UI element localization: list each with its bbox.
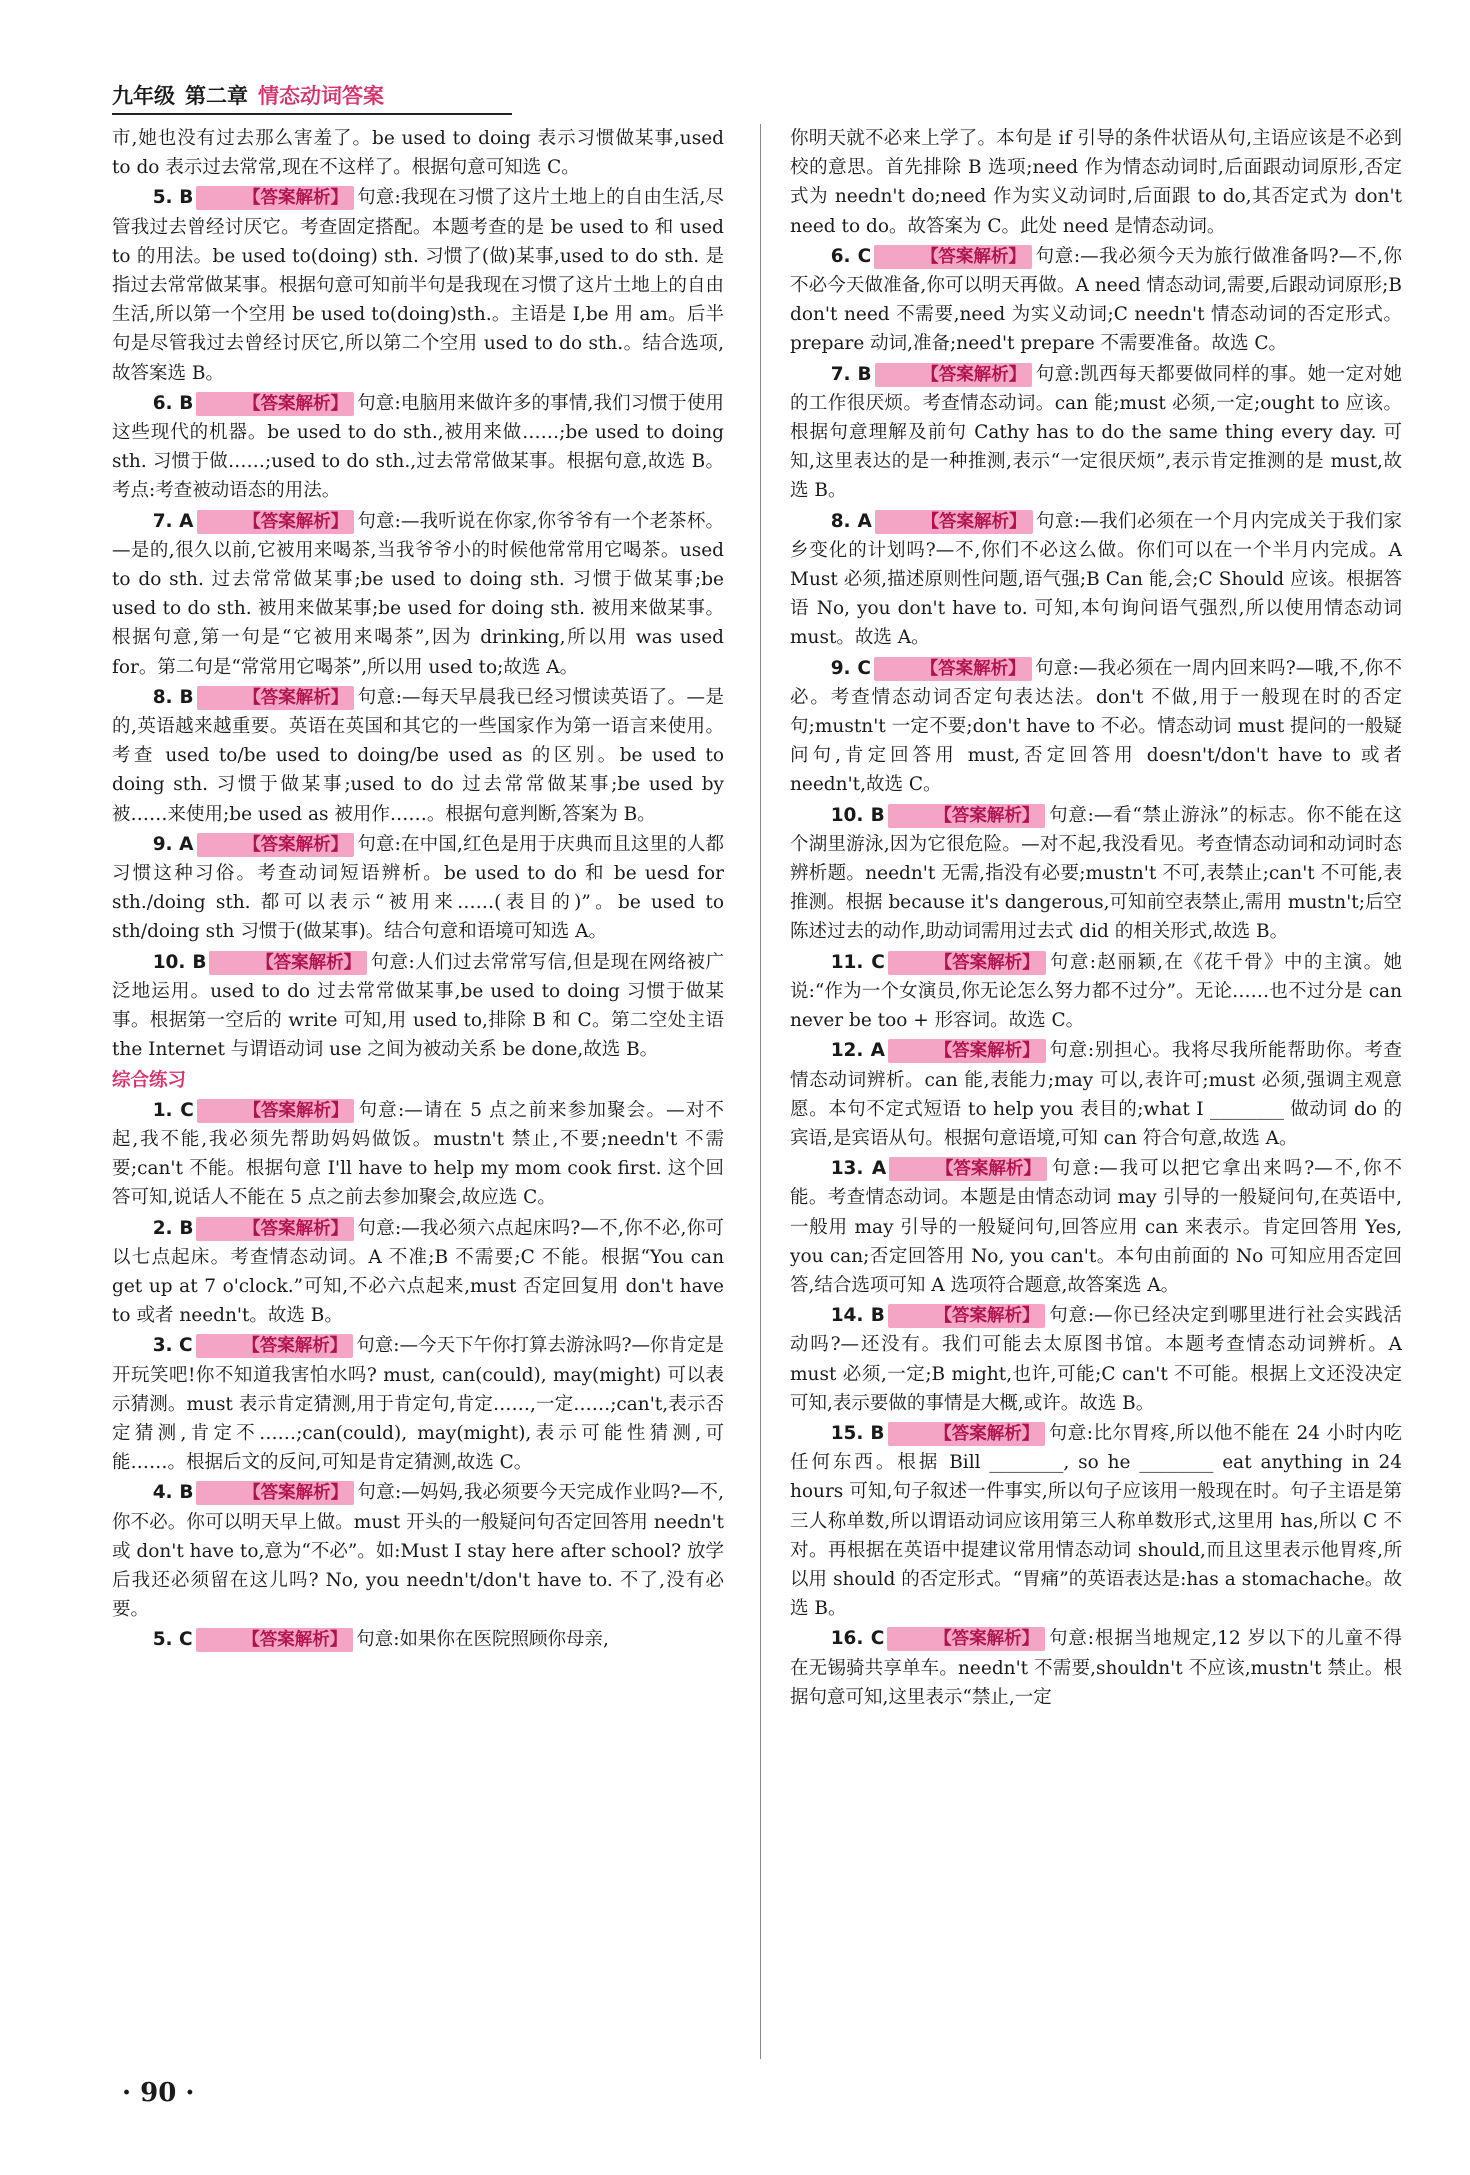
answer-item [112, 1214, 724, 1331]
answer-analysis-tag: 【答案解析】 [196, 1628, 354, 1652]
answer-number: 7. A [152, 510, 194, 532]
answer-analysis-tag: 【答案解析】 [197, 686, 355, 710]
answer-analysis-tag: 【答案解析】 [196, 1481, 354, 1505]
answer-text: 句意:凯西每天都要做同样的事。她一定对她的工作很厌烦。考查情态动词。can 能;must 必须,一定;ought to 应该。根据句意理解及前句 Cathy has to do the same thing every day. 可知,这里表达的是一种推测,表示“一定很厌烦”,表示肯定推测的是 must,故选 B。 [790, 363, 1402, 502]
answer-text: 句意:—看“禁止游泳”的标志。你不能在这个湖里游泳,因为它很危险。—对不起,我没看见。考查情态动词和动词时态辨析题。needn't 无需,指没有必要;mustn't 不可,表禁止;can't 不可能,表推测。根据 because it's dangerous,可知前空表禁止,需用 mustn't;后空陈述过去的动作,助动词需用过去式 did 的相关形式,故选 B。 [790, 804, 1402, 943]
answer-item [112, 683, 724, 829]
answer-number: 7. B [830, 363, 872, 385]
answer-item [790, 507, 1402, 653]
answer-item [112, 1625, 724, 1654]
answer-item [112, 830, 724, 947]
answer-analysis-tag: 【答案解析】 [888, 804, 1046, 828]
answer-text: 句意:—我听说在你家,你爷爷有一个老茶杯。—是的,很久以前,它被用来喝茶,当我爷爷小的时候他常常用它喝茶。used to do sth. 过去常常做某事;be used to doing sth. 习惯于做某事;be used to do sth. 被用来做某事;be used for doing sth. 被用来做某事。根据句意,第一句是“它被用来喝茶”,因为 drinking,所以用 was used for。第二句是“常常用它喝茶”,所以用 used to;故选 A。 [112, 510, 724, 678]
answer-number: 5. C [152, 1629, 193, 1651]
answer-number: 10. B [152, 951, 207, 973]
header-grade: 九年级 [112, 84, 175, 108]
answer-text: 句意:在中国,红色是用于庆典而且这里的人都习惯这种习俗。考查动词短语辨析。be used to do 和 be uesd for sth./doing sth. 都可以表示“被用来……(表目的)”。be used to sth/doing sth 习惯于(做某事)。结合句意和语境可知选 A。 [112, 833, 724, 943]
answer-number: 1. C [152, 1099, 194, 1121]
answer-analysis-tag: 【答案解析】 [888, 1304, 1046, 1328]
answer-text: 句意:—我必须今天为旅行做准备吗?—不,你不必今天做准备,你可以明天再做。A need 情态动词,需要,后跟动词原形;B don't need 不需要,need 为实义动词;C needn't 情态动词的否定形式。prepare 动词,准备;need't prepare 不需要准备。故选 C。 [790, 245, 1402, 355]
answer-number: 6. B [152, 392, 194, 414]
answer-number: 2. B [152, 1217, 194, 1239]
right-column [790, 124, 1402, 2064]
answer-item [790, 654, 1402, 800]
answer-item [112, 183, 724, 387]
answer-text: 句意:人们过去常常写信,但是现在网络被广泛地运用。used to do 过去常常做某事,be used to doing 习惯于做某事。根据第一空后的 write 可知,用 used to,排除 B 和 C。第二空处主语 the Internet 与谓语动词 use 之间为被动关系 be done,故选 B。 [112, 951, 724, 1061]
answer-analysis-tag: 【答案解析】 [196, 186, 354, 210]
answer-item [790, 1036, 1402, 1153]
answer-text: 句意:—你已经决定到哪里进行社会实践活动吗?—还没有。我们可能去太原图书馆。本题考查情态动词辨析。A must 必须,一定;B might,也许,可能;C can't 不可能。根据上文还没决定可知,表示要做的事情是大概,或许。故选 B。 [790, 1305, 1402, 1414]
answer-analysis-tag: 【答案解析】 [887, 1627, 1045, 1651]
answer-text: 句意:—妈妈,我必须要今天完成作业吗?—不,你不必。你可以明天早上做。must 开头的一般疑问句否定回答用 needn't 或 don't have to,意为“不必”。如:Must I stay here after school? 放学后我还必须留在这儿吗? No, you needn't/don't have to. 不了,没有必要。 [112, 1482, 724, 1621]
answer-item [112, 948, 724, 1065]
answer-item [112, 1096, 724, 1213]
answer-analysis-tag: 【答案解析】 [875, 510, 1033, 534]
answer-item [790, 360, 1402, 506]
answer-analysis-tag: 【答案解析】 [196, 1334, 354, 1358]
answer-text: 句意:电脑用来做许多的事情,我们习惯于使用这些现代的机器。be used to do sth.,被用来做……;be used to doing sth. 习惯于做……;used to do sth.,过去常常做某事。根据句意,故选 B。考点:考查被动语态的用法。 [112, 392, 724, 502]
answer-text: 句意:—请在 5 点之前来参加聚会。—对不起,我不能,我必须先帮助妈妈做饭。mustn't 禁止,不要;needn't 不需要;can't 不能。根据句意 I'll have to help my mom cook first. 这个回答可知,说话人不能在 5 点之前去参加聚会,故应选 C。 [112, 1099, 724, 1209]
answer-text: 句意:—每天早晨我已经习惯读英语了。—是的,英语越来越重要。英语在英国和其它的一些国家作为第一语言来使用。考查 used to/be used to doing/be used as 的区别。be used to doing sth. 习惯于做某事;used to do 过去常常做某事;be used by 被……来使用;be used as 被用作……。根据句意判断,答案为 B。 [112, 686, 724, 825]
page-number: · 90 · [122, 2078, 195, 2108]
answer-item [112, 1331, 724, 1477]
answer-analysis-tag: 【答案解析】 [889, 1157, 1047, 1181]
answer-analysis-tag: 【答案解析】 [874, 245, 1032, 269]
answer-number: 12. A [830, 1040, 885, 1062]
answer-analysis-tag: 【答案解析】 [209, 951, 367, 975]
answer-analysis-tag: 【答案解析】 [197, 510, 355, 534]
answer-item [790, 1624, 1402, 1712]
answer-item [112, 1478, 724, 1624]
answer-item [790, 801, 1402, 947]
continued-text: 市,她也没有过去那么害羞了。be used to doing 表示习惯做某事,used to do 表示过去常常,现在不这样了。根据句意可知选 C。 [112, 128, 724, 179]
answer-analysis-tag: 【答案解析】 [888, 1039, 1046, 1063]
header-topic: 情态动词答案 [258, 84, 384, 108]
answer-number: 8. B [152, 686, 194, 708]
answer-item [790, 242, 1402, 359]
answer-item [112, 389, 724, 506]
column-divider [760, 124, 761, 2059]
answer-item [790, 1301, 1402, 1418]
answer-analysis-tag: 【答案解析】 [197, 833, 355, 857]
answer-analysis-tag: 【答案解析】 [197, 1099, 355, 1123]
answer-number: 16. C [830, 1628, 885, 1650]
answer-number: 8. A [830, 510, 872, 532]
answer-number: 6. C [830, 245, 872, 267]
answer-text: 句意:—我们必须在一个月内完成关于我们家乡变化的计划吗?—不,你们不必这么做。你们可以在一个半月内完成。A Must 必须,描述原则性问题,语气强;B Can 能,会;C Should 应该。根据答语 No, you don't have to. 可知,本句询问语气强烈,所以使用情态动词 must。故选 A。 [790, 510, 1402, 649]
answer-text: 句意:如果你在医院照顾你母亲, [356, 1629, 609, 1651]
answer-number: 9. C [830, 657, 871, 679]
answer-text: 句意:根据当地规定,12 岁以下的儿童不得在无锡骑共享单车。needn't 不需要,shouldn't 不应该,mustn't 禁止。根据句意可知,这里表示“禁止,一定 [790, 1628, 1402, 1708]
answer-number: 9. A [152, 833, 194, 855]
answer-analysis-tag: 【答案解析】 [874, 657, 1032, 681]
answer-number: 3. C [152, 1335, 193, 1357]
answer-analysis-tag: 【答案解析】 [196, 1217, 354, 1241]
answer-number: 13. A [830, 1158, 887, 1180]
answer-number: 10. B [830, 804, 885, 826]
header-chapter: 第二章 [185, 84, 248, 108]
answer-text: 句意:我现在习惯了这片土地上的自由生活,尽管我过去曾经讨厌它。考查固定搭配。本题考查的是 be used to 和 used to 的用法。be used to(doing) sth. 习惯了(做)某事,used to do sth. 是指过去常常做某事。根据句意可知前半句是我现在习惯了这片土地上的自由生活,所以第一个空用 be used to(doing)sth.。主语是 I,be 用 am。后半句是尽管我过去曾经讨厌它,所以第二个空用 used to do sth.。结合选项,故答案选 B。 [112, 187, 724, 384]
answer-text: 句意:—今天下午你打算去游泳吗?—你肯定是开玩笑吧!你不知道我害怕水吗? must, can(could), may(might) 可以表示猜测。must 表示肯定猜测,用于肯定句,肯定……,一定……;can't,表示否定猜测,肯定不……;can(could), may(might),表示可能性猜测,可能……。根据后文的反问,可知是肯定猜测,故选 C。 [112, 1335, 724, 1474]
answer-item [790, 948, 1402, 1036]
answer-text: 句意:别担心。我将尽我所能帮助你。考查情态动词辨析。can 能,表能力;may 可以,表许可;must 必须,强调主观意愿。本句不定式短语 to help you 表目的;what I ________ 做动词 do 的宾语,是宾语从句。根据句意语境,可知 can 符合句意,故选 A。 [790, 1040, 1402, 1149]
answer-number: 14. B [830, 1305, 885, 1327]
answer-item [112, 507, 724, 682]
answer-analysis-tag: 【答案解析】 [888, 951, 1046, 975]
answer-analysis-tag: 【答案解析】 [875, 363, 1033, 387]
answer-text: 句意:—我可以把它拿出来吗?—不,你不能。考查情态动词。本题是由情态动词 may 引导的一般疑问句,在英语中,一般用 may 引导的一般疑问句,回答应用 can 来表示。肯定回答用 Yes, you can;否定回答用 No, you can't。本句由前面的 No 可知应用否定回答,结合选项可知 A 选项符合题意,故答案选 A。 [790, 1158, 1402, 1296]
header-rule [112, 113, 512, 115]
section-heading: 综合练习 [112, 1069, 187, 1091]
page-header [112, 78, 384, 112]
answer-analysis-tag: 【答案解析】 [888, 1422, 1046, 1446]
left-column [112, 124, 724, 2064]
continued-text: 你明天就不必来上学了。本句是 if 引导的条件状语从句,主语应该是不必到校的意思。首先排除 B 选项;need 作为情态动词时,后面跟动词原形,否定式为 needn't do;need 作为实义动词时,后面跟 to do,其否定式为 don't need to do。故答案为 C。此处 need 是情态动词。 [790, 128, 1402, 237]
answer-text: 句意:—我必须六点起床吗?—不,你不必,你可以七点起床。考查情态动词。A 不准;B 不需要;C 不能。根据“You can get up at 7 o'clock.”可知,不必六点起来,must 否定回复用 don't have to 或者 needn't。故选 B。 [112, 1217, 724, 1327]
answer-text: 句意:赵丽颖,在《花千骨》中的主演。她说:“作为一个女演员,你无论怎么努力都不过分”。无论……也不过分是 can never be too + 形容词。故选 C。 [790, 951, 1402, 1032]
answer-number: 5. B [152, 187, 194, 209]
answer-number: 11. C [830, 951, 885, 973]
answer-text: 句意:比尔胃疼,所以他不能在 24 小时内吃任何东西。根据 Bill ________, so he ________ eat anything in 24 hours 可知,句子叙述一件事实,所以句子应该用一般现在时。句子主语是第三人称单数,所以谓语动词应该用第三人称单数形式,这里用 has,所以 C 不对。再根据在英语中提建议常用情态动词 should,而且这里表示他胃疼,所以用 should 的否定形式。“胃痛”的英语表达是:has a stomachache。故选 B。 [790, 1422, 1402, 1620]
answer-number: 4. B [152, 1482, 194, 1504]
answer-item [790, 1154, 1402, 1300]
answer-analysis-tag: 【答案解析】 [196, 392, 354, 416]
answer-item [790, 1419, 1402, 1623]
answer-text: 句意:—我必须在一周内回来吗?—哦,不,你不必。考查情态动词否定句表达法。don't 不做,用于一般现在时的否定句;mustn't 一定不要;don't have to 不必。情态动词 must 提问的一般疑问句,肯定回答用 must,否定回答用 doesn't/don't have to 或者 needn't,故选 C。 [790, 657, 1402, 796]
answer-number: 15. B [830, 1422, 885, 1444]
